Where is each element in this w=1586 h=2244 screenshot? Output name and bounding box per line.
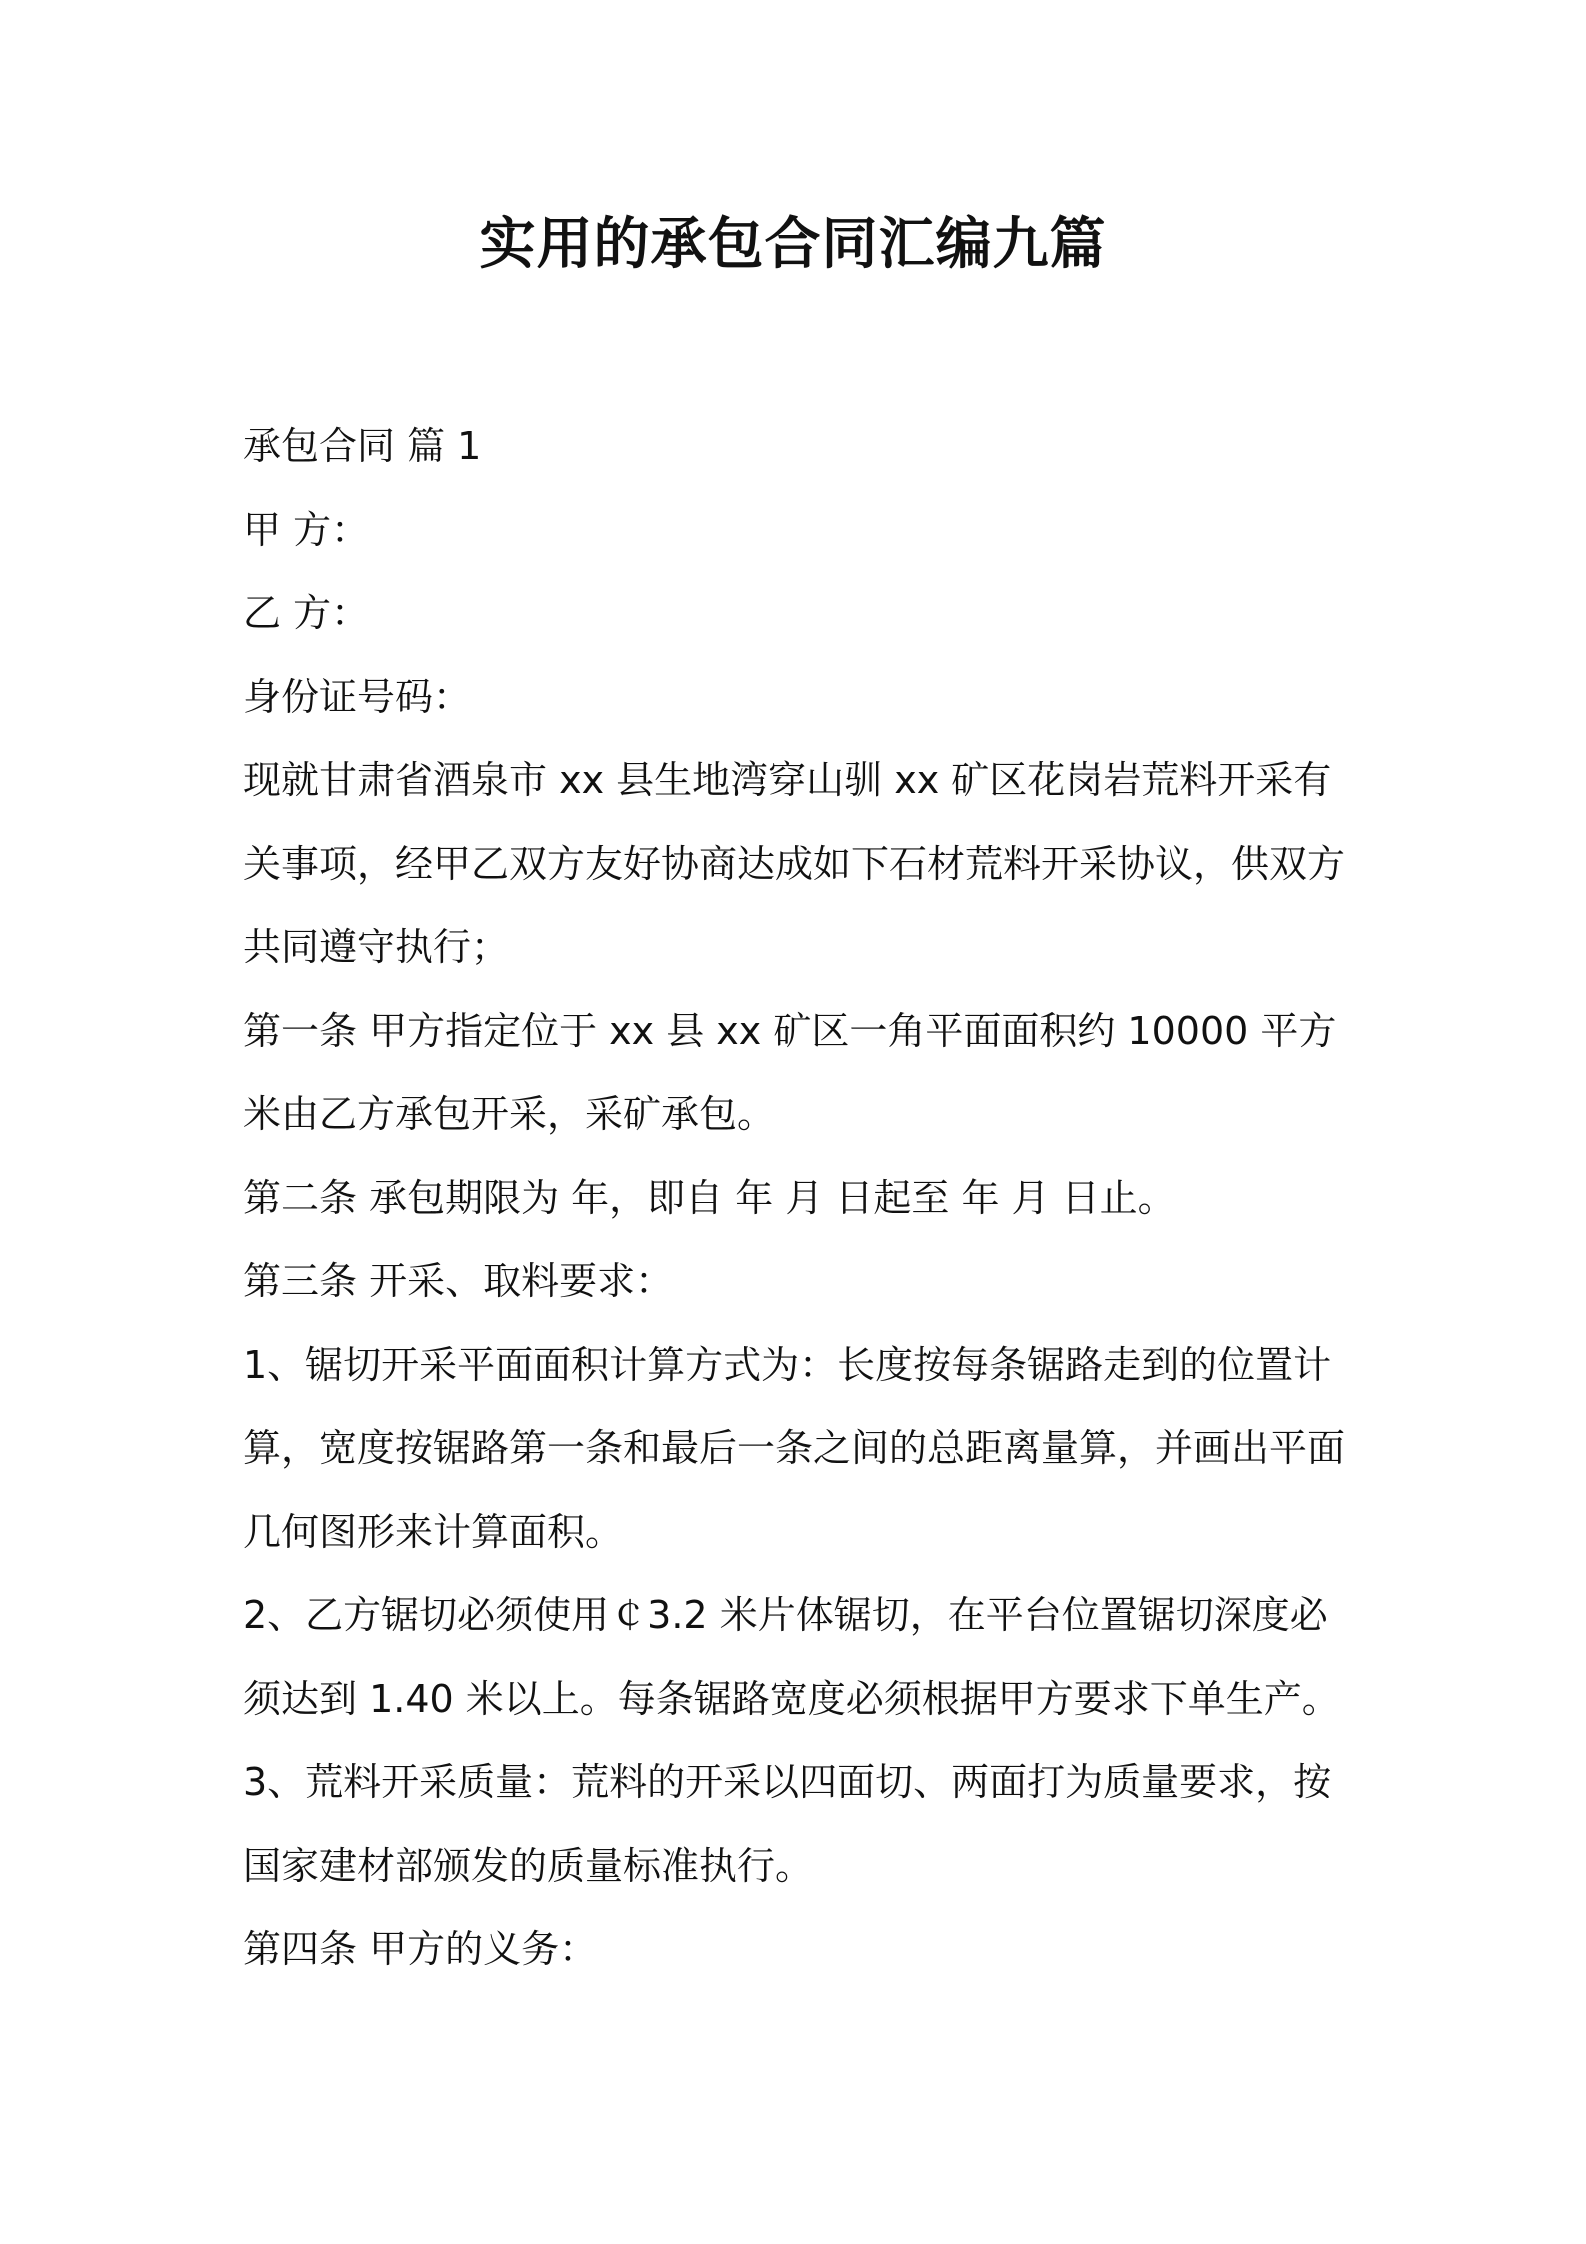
party-b-line: 乙 方： xyxy=(243,591,370,635)
article-2: 第二条 承包期限为 年，即自 年 月 日起至 年 月 日止。 xyxy=(243,1175,1176,1220)
article-4-heading: 第四条 甲方的义务： xyxy=(243,1927,598,1971)
document-title: 实用的承包合同汇编九篇 xyxy=(479,212,1107,277)
preamble-paragraph: 现就甘肃省酒泉市 xx 县生地湾穿山驯 xx 矿区花岗岩荒料开采有关事项，经甲乙双方友好协商达成如下石材荒料开采协议，供双方共同遵守执行； xyxy=(243,758,1346,969)
document-body xyxy=(243,405,1363,1992)
article-3-item-3: 3、荒料开采质量：荒料的开采以四面切、两面打为质量要求，按国家建材部颁发的质量标准执行。 xyxy=(243,1760,1332,1888)
article-3-item-1: 1、锯切开采平面面积计算方式为：长度按每条锯路走到的位置计算，宽度按锯路第一条和最后一条之间的总距离量算，并画出平面几何图形来计算面积。 xyxy=(243,1342,1346,1554)
section-heading: 承包合同 篇 1 xyxy=(243,424,482,468)
id-number-line: 身份证号码： xyxy=(243,674,472,719)
article-3-heading: 第三条 开采、取料要求： xyxy=(243,1259,674,1303)
article-1: 第一条 甲方指定位于 xx 县 xx 矿区一角平面面积约 10000 平方米由乙方承包开采，采矿承包。 xyxy=(243,1008,1337,1136)
article-3-item-2: 2、乙方锯切必须使用￠3.2 米片体锯切，在平台位置锯切深度必须达到 1.40 米以上。每条锯路宽度必须根据甲方要求下单生产。 xyxy=(243,1593,1340,1721)
party-a-line: 甲 方： xyxy=(243,507,370,552)
